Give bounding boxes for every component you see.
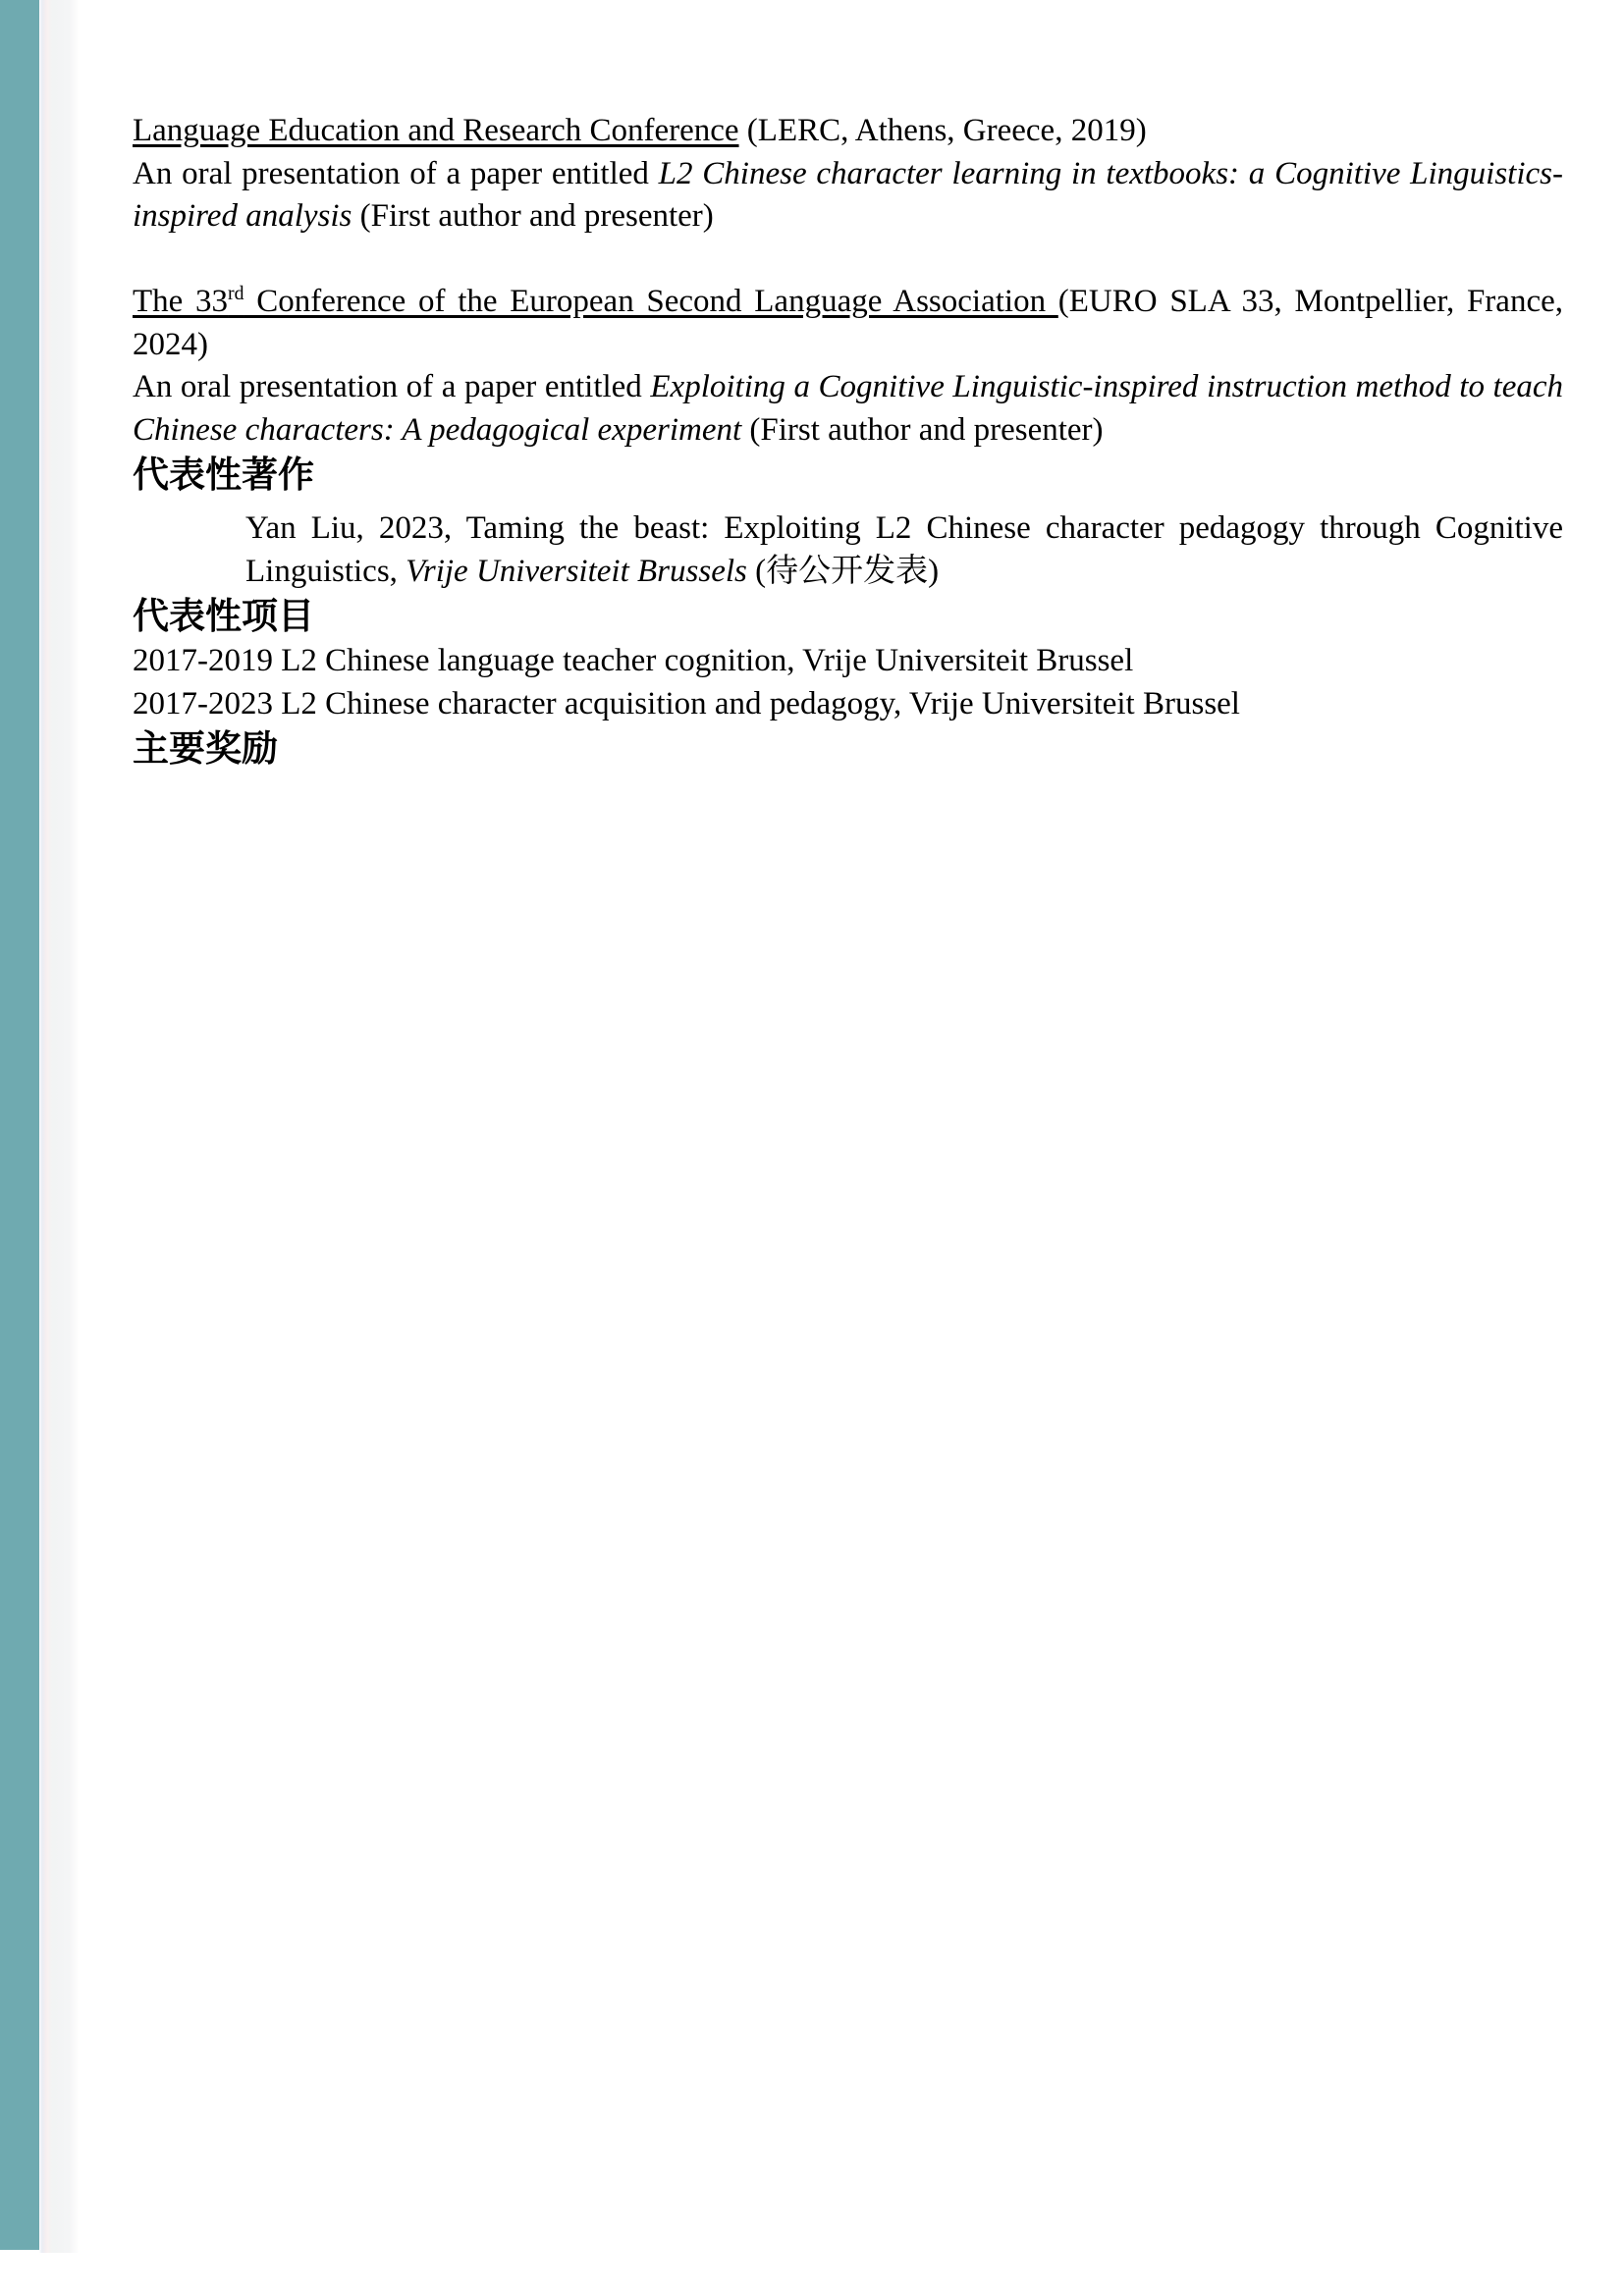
- section-heading-projects: 代表性项目: [133, 596, 314, 636]
- section-heading-awards: 主要奖励: [133, 728, 278, 769]
- conference-title: The 33rd Conference of the European Second Language Association (EURO SLA 33, Montpellier, France, 2024): [133, 283, 1563, 362]
- project-item: 2017-2019 L2 Chinese language teacher cognition, Vrije Universiteit Brussel: [133, 643, 1134, 678]
- section-heading-publications: 代表性著作: [133, 454, 314, 495]
- project-item: 2017-2023 L2 Chinese character acquisition and pedagogy, Vrije Universiteit Brussel: [133, 685, 1240, 721]
- conference-description: An oral presentation of a paper entitled L2 Chinese character learning in textbooks: a Cognitive Linguistics-inspired analysis (First author and presenter): [133, 155, 1563, 234]
- page-edge-shadow: [39, 0, 79, 2253]
- publication-item: Yan Liu, 2023, Taming the beast: Exploiting L2 Chinese character pedagogy through Cognitive Linguistics, Vrije Universiteit Brussels (待公开发表): [245, 510, 1563, 589]
- accent-sidebar: [0, 0, 39, 2250]
- conference-entry: [133, 110, 1563, 239]
- page-content: [133, 110, 1563, 773]
- conference-entry: [133, 281, 1563, 452]
- conference-description: An oral presentation of a paper entitled Exploiting a Cognitive Linguistic-inspired instruction method to teach Chinese characters: A pedagogical experiment (First author and presenter): [133, 369, 1563, 448]
- conference-title: Language Education and Research Conference (LERC, Athens, Greece, 2019): [133, 113, 1147, 148]
